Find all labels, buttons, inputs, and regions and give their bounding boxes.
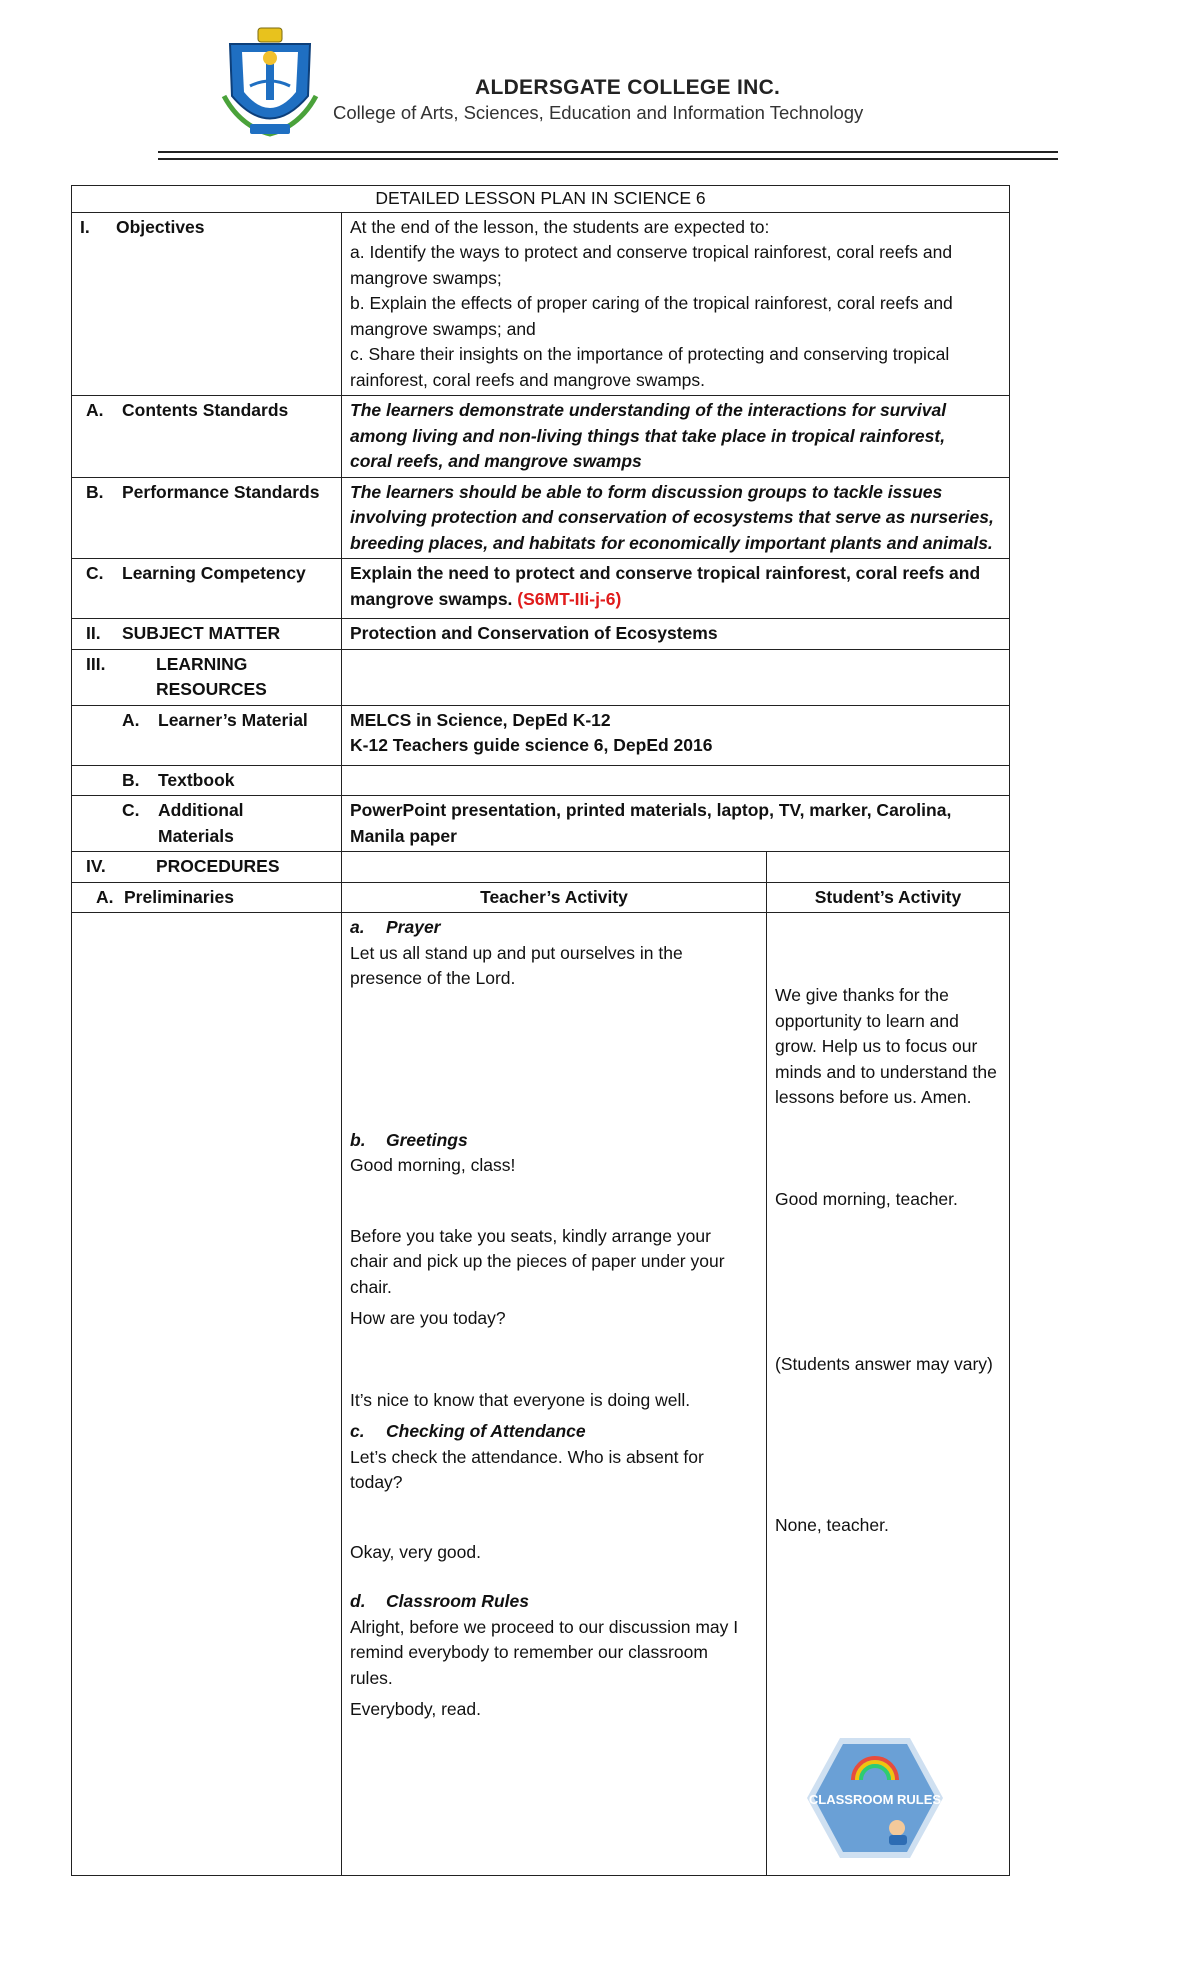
textbook-num: B. (122, 769, 140, 790)
plan-title: DETAILED LESSON PLAN IN SCIENCE 6 (72, 186, 1010, 213)
resources-num: III. (86, 653, 106, 674)
resources-row (72, 649, 1010, 705)
objectives-content (342, 212, 1010, 396)
teacher-activity-head: Teacher’s Activity (342, 882, 767, 913)
rules-teacher2: Everybody, read. (350, 1699, 481, 1719)
attendance-teacher2: Okay, very good. (350, 1541, 481, 1562)
title-row (72, 186, 1010, 213)
greetings-student2: (Students answer may vary) (775, 1354, 993, 1374)
textbook-row (72, 765, 1010, 796)
preliminaries-label: Preliminaries (124, 886, 234, 907)
preliminaries-num: A. (96, 886, 114, 907)
contents-row (72, 396, 1010, 478)
preliminaries-header-row (72, 882, 1010, 913)
contents-label: Contents Standards (122, 400, 289, 420)
procedures-num: IV. (86, 856, 106, 876)
classroom-rules-badge (805, 1736, 945, 1860)
greetings-teacher3: How are you today? (350, 1308, 506, 1328)
objective-c: c. Share their insights on the importance of protecting and conserving tropical rainforest, coral reefs and mangrove swamps. (350, 344, 950, 390)
additional-row (72, 796, 1010, 852)
performance-label: Performance Standards (122, 481, 320, 502)
competency-label: Learning Competency (122, 563, 306, 583)
objective-b: b. Explain the effects of proper caring of the tropical rainforest, coral reefs and mangrove swamps; and (350, 293, 953, 339)
learners-material-line1: MELCS in Science, DepEd K-12 (350, 709, 611, 730)
lesson-plan-table (71, 185, 1010, 1876)
procedures-row (72, 852, 1010, 883)
contents-num: A. (86, 400, 104, 420)
subject-num: II. (86, 623, 101, 643)
header-rule-bottom (158, 158, 1058, 160)
attendance-heading: c. Checking of Attendance (350, 1421, 586, 1441)
competency-text: Explain the need to protect and conserve tropical rainforest, coral reefs and mangrove swamps. (350, 563, 981, 609)
subject-label: SUBJECT MATTER (122, 623, 281, 643)
subject-text: Protection and Conservation of Ecosystems (342, 619, 1010, 650)
objectives-intro: At the end of the lesson, the students are expected to: (350, 216, 770, 237)
rules-heading: d. Classroom Rules (350, 1591, 529, 1611)
performance-num: B. (86, 481, 104, 502)
college-seal-icon (220, 26, 320, 146)
objectives-row (72, 212, 1010, 396)
learners-material-label: Learner’s Material (158, 709, 308, 730)
greetings-heading: b. Greetings (350, 1129, 468, 1150)
greetings-teacher2: Before you take you seats, kindly arrange your chair and pick up the pieces of paper under your chair. (350, 1225, 725, 1297)
attendance-student1: None, teacher. (775, 1514, 889, 1535)
subject-row (72, 619, 1010, 650)
learners-material-line2: K-12 Teachers guide science 6, DepEd 2016 (350, 735, 713, 755)
objectives-num: I. (80, 216, 90, 237)
teacher-activity-cell (342, 913, 767, 1876)
objective-a: a. Identify the ways to protect and conserve tropical rainforest, coral reefs and mangrove swamps; (350, 242, 953, 288)
college-name: ALDERSGATE COLLEGE INC. (475, 76, 781, 99)
attendance-teacher1: Let’s check the attendance. Who is absent for today? (350, 1446, 704, 1492)
badge-text: CLASSROOM RULES (808, 1792, 942, 1807)
student-activity-head: Student’s Activity (767, 882, 1010, 913)
prayer-student: We give thanks for the opportunity to learn and grow. Help us to focus our minds and to understand the lessons before us. Amen. (775, 985, 997, 1107)
competency-row (72, 559, 1010, 619)
additional-num: C. (122, 800, 140, 820)
learners-material-num: A. (122, 709, 140, 730)
competency-code: (S6MT-IIi-j-6) (517, 588, 622, 609)
performance-row (72, 477, 1010, 559)
prayer-teacher: Let us all stand up and put ourselves in the presence of the Lord. (350, 942, 683, 988)
greetings-student1: Good morning, teacher. (775, 1188, 958, 1209)
header-rule-top (158, 151, 1058, 153)
prayer-heading: a. Prayer (350, 917, 441, 937)
activities-row (72, 913, 1010, 1876)
learners-material-row (72, 705, 1010, 765)
additional-label: Additional Materials (158, 800, 244, 846)
objectives-label: Objectives (116, 216, 205, 237)
resources-label: LEARNING RESOURCES (156, 653, 267, 699)
student-activity-cell (767, 913, 1010, 1876)
letterhead (150, 20, 1050, 150)
competency-num: C. (86, 563, 104, 583)
greetings-teacher1: Good morning, class! (350, 1155, 516, 1175)
objectives-label-cell (72, 212, 342, 396)
college-subtitle: College of Arts, Sciences, Education and Information Technology (333, 102, 864, 123)
procedures-label: PROCEDURES (156, 856, 280, 876)
textbook-label: Textbook (158, 769, 235, 790)
contents-text: The learners demonstrate understanding of the interactions for survival among living and non-living things that take place in tropical rainforest, coral reefs, and mangrove swamps (342, 396, 1010, 478)
performance-text: The learners should be able to form discussion groups to tackle issues involving protection and conservation of ecosystems that serve as nurseries, breeding places, and habitats for economically important plants and animals. (342, 477, 1010, 559)
greetings-teacher4: It’s nice to know that everyone is doing well. (350, 1389, 691, 1410)
rules-teacher1: Alright, before we proceed to our discussion may I remind everybody to remember our classroom rules. (350, 1616, 739, 1688)
additional-text: PowerPoint presentation, printed materials, laptop, TV, marker, Carolina, Manila paper (342, 796, 1010, 852)
